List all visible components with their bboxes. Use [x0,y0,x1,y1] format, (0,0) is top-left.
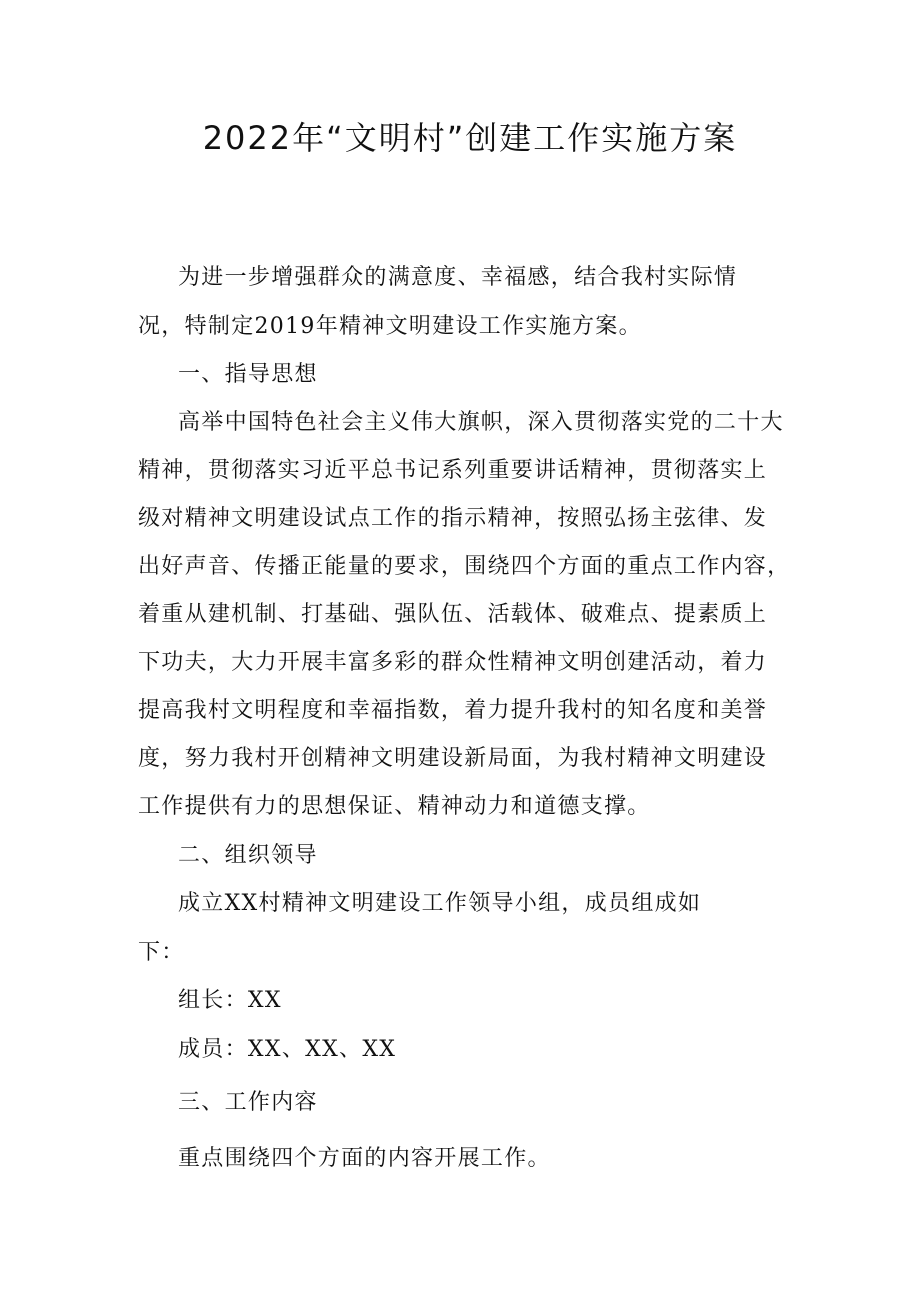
section-1-line-1: 高举中国特色社会主义伟大旗帜，深入贯彻落实党的二十大 [178,410,784,435]
section-1-line-6: 下功夫，大力开展丰富多彩的群众性精神文明创建活动，着力 [138,650,768,675]
document-title: 2022年“文明村”创建工作实施方案 [202,119,738,157]
section-1-line-8: 度，努力我村开创精神文明建设新局面，为我村精神文明建设 [138,746,768,771]
section-3-line-1: 重点围绕四个方面的内容开展工作。 [178,1146,551,1171]
section-1-line-7: 提高我村文明程度和幸福指数，着力提升我村的知名度和美誉 [138,698,768,723]
section-2-leader: 组长：XX [178,988,282,1013]
section-1-line-2: 精神，贯彻落实习近平总书记系列重要讲话精神，贯彻落实上 [138,458,768,483]
section-2-members: 成员：XX、XX、XX [178,1037,397,1062]
section-1-line-3: 级对精神文明建设试点工作的指示精神，按照弘扬主弦律、发 [138,506,768,531]
section-2-line-2: 下： [138,940,185,965]
section-2-line-1: 成立XX村精神文明建设工作领导小组，成员组成如 [178,891,702,916]
section-1-line-4: 出好声音、传播正能量的要求，围绕四个方面的重点工作内容， [138,554,791,579]
section-2-heading: 二、组织领导 [178,843,318,868]
section-1-heading: 一、指导思想 [178,362,318,387]
section-3-heading: 三、工作内容 [178,1090,318,1115]
intro-line-1: 为进一步增强群众的满意度、幸福感，结合我村实际情 [178,265,738,290]
section-1-line-5: 着重从建机制、打基础、强队伍、活载体、破难点、提素质上 [138,602,768,627]
intro-line-2: 况，特制定2019年精神文明建设工作实施方案。 [138,314,642,339]
section-1-line-9: 工作提供有力的思想保证、精神动力和道德支撑。 [138,794,651,819]
